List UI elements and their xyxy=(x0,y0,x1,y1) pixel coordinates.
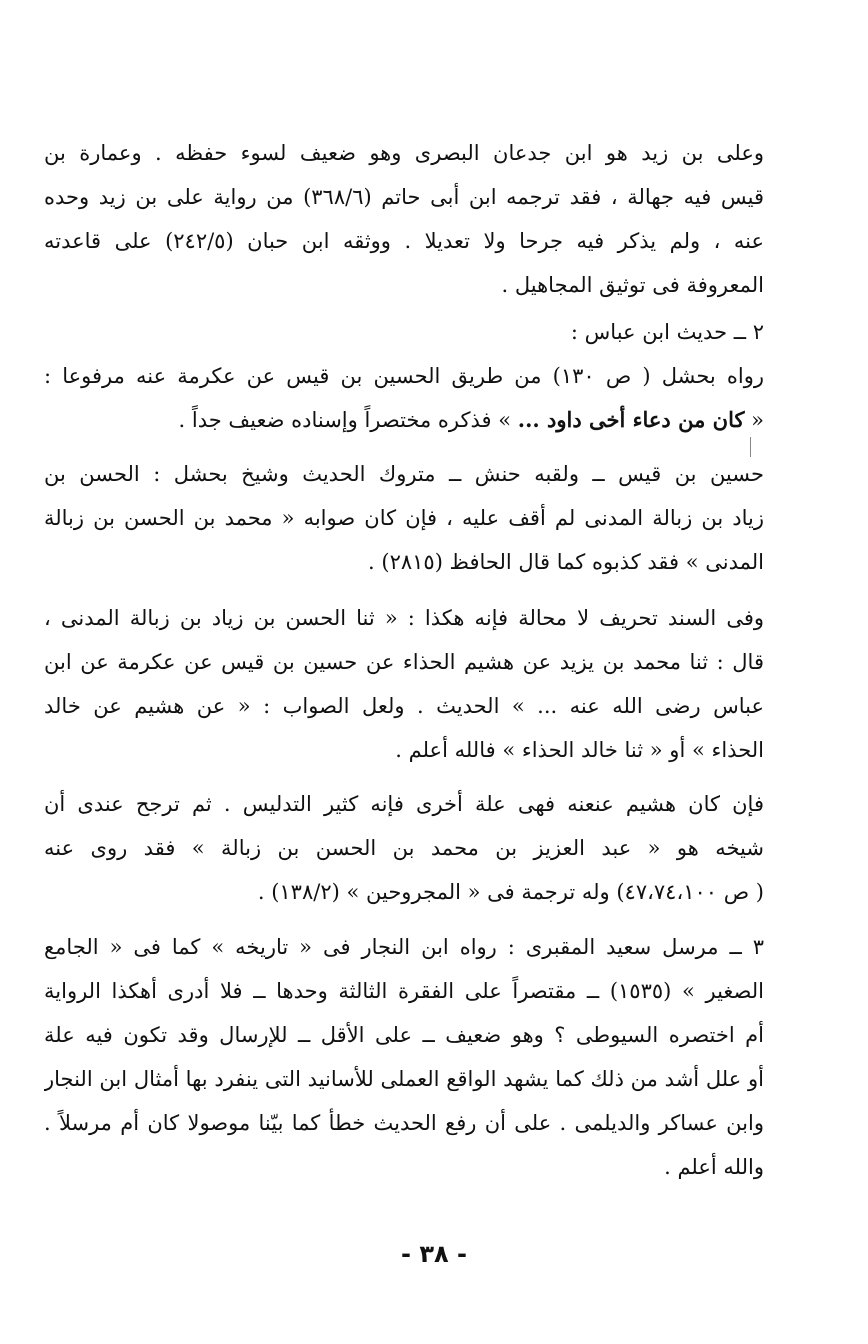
text-line: حسين بن قيس ــ ولقبه حنش ــ متروك الحديث وشيخ بحشل : الحسن بن xyxy=(44,462,764,486)
text-line-with-bold-quote xyxy=(44,398,764,442)
text-line: المدنى » فقد كذبوه كما قال الحافظ (٢٨١٥) . xyxy=(368,550,764,574)
text-line: ( ص ٤٧،٧٤،١٠٠) وله ترجمة فى « المجروحين » (١٣٨/٢) . xyxy=(257,880,764,904)
text-line: شيخه هو « عبد العزيز بن محمد بن الحسن بن زبالة » فقد روى عنه xyxy=(44,836,764,860)
paragraph-2-heading xyxy=(44,310,764,354)
text-line: قال : ثنا محمد بن يزيد عن هشيم الحذاء عن حسين بن قيس عن عكرمة عن ابن xyxy=(44,650,764,674)
quote-open: « xyxy=(744,408,764,432)
text-line: ٣ ــ مرسل سعيد المقبرى : رواه ابن النجار فى « تاريخه » كما فى « الجامع xyxy=(44,935,764,959)
text-line: وابن عساكر والديلمى . على أن رفع الحديث خطأ كما بيّنا موصولا كان أم مرسلاً . xyxy=(44,1111,764,1135)
paragraph-5 xyxy=(44,596,764,772)
paragraph-4 xyxy=(44,452,764,584)
text-line: الحذاء » أو « ثنا خالد الحذاء » فالله أعلم . xyxy=(395,738,764,762)
text-line: قيس فيه جهالة ، فقد ترجمه ابن أبى حاتم (٣٦٨/٦) من رواية على بن زيد وحده xyxy=(44,185,764,209)
paragraph-6 xyxy=(44,782,764,914)
page-number: - ٣٨ - xyxy=(401,1240,467,1268)
text-line: فإن كان هشيم عنعنه فهى علة أخرى فإنه كثير التدليس . ثم ترجح عندى أن xyxy=(44,792,764,816)
quote-rest: » فذكره مختصراً وإسناده ضعيف جداً . xyxy=(178,408,518,432)
paragraph-1 xyxy=(44,131,764,307)
text-line: أو علل أشد من ذلك كما يشهد الواقع العملى للأسانيد التى ينفرد بها أمثال ابن النجار xyxy=(44,1067,764,1091)
text-line: المعروفة فى توثيق المجاهيل . xyxy=(501,273,764,297)
text-line: والله أعلم . xyxy=(664,1155,764,1179)
text-line: وعلى بن زيد هو ابن جدعان البصرى وهو ضعيف لسوء حفظه . وعمارة بن xyxy=(44,141,764,165)
paragraph-3 xyxy=(44,354,764,442)
text-line: الصغير » (١٥٣٥) ــ مقتصراً على الفقرة الثالثة وحدها ــ فلا أدرى أهكذا الرواية xyxy=(44,979,764,1003)
text-line: رواه بحشل ( ص ١٣٠) من طريق الحسين بن قيس عن عكرمة عنه مرفوعا : xyxy=(44,364,764,388)
text-line: زياد بن زبالة المدنى لم أقف عليه ، فإن كان صوابه « محمد بن الحسن بن زبالة xyxy=(44,506,764,530)
text-line: أم اختصره السيوطى ؟ وهو ضعيف ــ على الأقل ــ للإرسال وقد تكون فيه علة xyxy=(44,1023,764,1047)
text-line: عباس رضى الله عنه ... » الحديث . ولعل الصواب : « عن هشيم عن خالد xyxy=(44,694,764,718)
text-line: وفى السند تحريف لا محالة فإنه هكذا : « ثنا الحسن بن زياد بن زبالة المدنى ، xyxy=(44,606,764,630)
paragraph-7 xyxy=(44,925,764,1189)
section-heading: ٢ ــ حديث ابن عباس : xyxy=(570,320,764,344)
bold-quote: كان من دعاء أخى داود ... xyxy=(517,407,745,432)
text-line: عنه ، ولم يذكر فيه جرحا ولا تعديلا . ووثقه ابن حبان (٢٤٢/٥) على قاعدته xyxy=(44,229,764,253)
